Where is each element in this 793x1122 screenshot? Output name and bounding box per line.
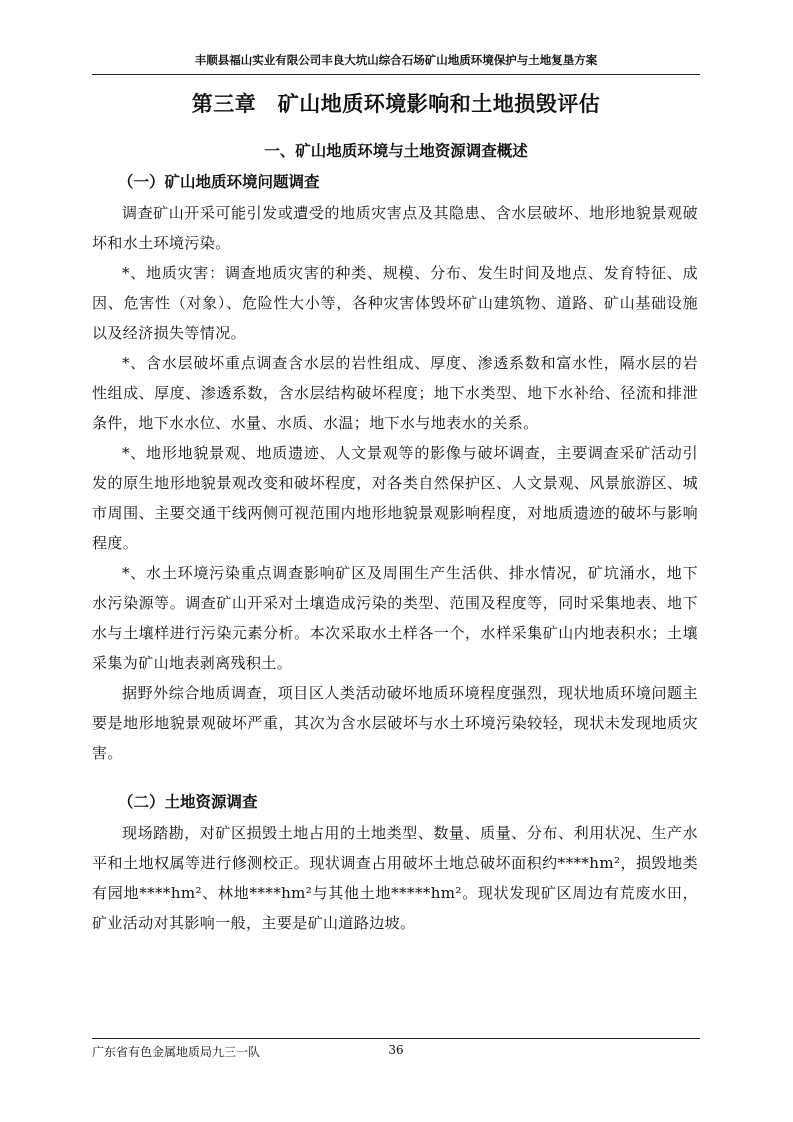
- page-footer: [92, 1038, 700, 1063]
- section-title: 一、矿山地质环境与土地资源调查概述: [264, 142, 528, 160]
- paragraph-water-soil: *、水土环境污染重点调查影响矿区及周围生产生活供、排水情况，矿坑涌水，地下水污染源等。调查矿山开采对土壤造成污染的类型、范围及程度等，同时采集地表、地下水与土壤样进行污染元素分析。本次采取水土样各一个，水样采集矿山内地表积水；土壤采集为矿山地表剥离残积土。: [92, 564, 698, 672]
- subsection-title-land: （二）土地资源调查: [118, 793, 258, 811]
- paragraph-land-survey: 现场踏勘，对矿区损毁土地占用的土地类型、数量、质量、分布、利用状况、生产水平和土地权属等进行修测校正。现状调查占用破坏土地总破坏面积约****hm²，损毁地类有园地****hm²、林地****hm²与其他土地*****hm²。现状发现矿区周边有荒废水田，矿业活动对其影响一般，主要是矿山道路边坡。: [92, 824, 698, 932]
- chapter-title: 第三章 矿山地质环境影响和土地损毁评估: [191, 92, 601, 116]
- running-header: 丰顺县福山实业有限公司丰良大坑山综合石场矿山地质环境保护与土地复垦方案: [92, 52, 700, 75]
- subsection-title-geo-env: （一）矿山地质环境问题调查: [118, 173, 320, 191]
- paragraph-landform: *、地形地貌景观、地质遗迹、人文景观等的影像与破坏调查，主要调查采矿活动引发的原生地形地貌景观改变和破坏程度，对各类自然保护区、人文景观、风景旅游区、城市周围、主要交通干线两侧可视范围内地形地貌景观影响程度，对地质遗迹的破坏与影响程度。: [92, 444, 698, 552]
- paragraph-survey-intro: 调查矿山开采可能引发或遭受的地质灾害点及其隐患、含水层破坏、地形地貌景观破坏和水土环境污染。: [92, 204, 698, 252]
- paragraph-conclusion: 据野外综合地质调查，项目区人类活动破坏地质环境程度强烈，现状地质环境问题主要是地形地貌景观破坏严重，其次为含水层破坏与水土环境污染较轻，现状未发现地质灾害。: [92, 684, 698, 762]
- footer-organization: 广东省有色金属地质局九三一队: [92, 1045, 261, 1059]
- paragraph-geo-hazard: *、地质灾害：调查地质灾害的种类、规模、分布、发生时间及地点、发育特征、成因、危害性（对象）、危险性大小等，各种灾害体毁坏矿山建筑物、道路、矿山基础设施以及经济损失等情况。: [92, 264, 698, 342]
- paragraph-aquifer: *、含水层破坏重点调查含水层的岩性组成、厚度、渗透系数和富水性，隔水层的岩性组成、厚度、渗透系数，含水层结构破坏程度；地下水类型、地下水补给、径流和排泄条件，地下水水位、水量、水质、水温；地下水与地表水的关系。: [92, 354, 698, 432]
- page-number: 36: [388, 1043, 404, 1057]
